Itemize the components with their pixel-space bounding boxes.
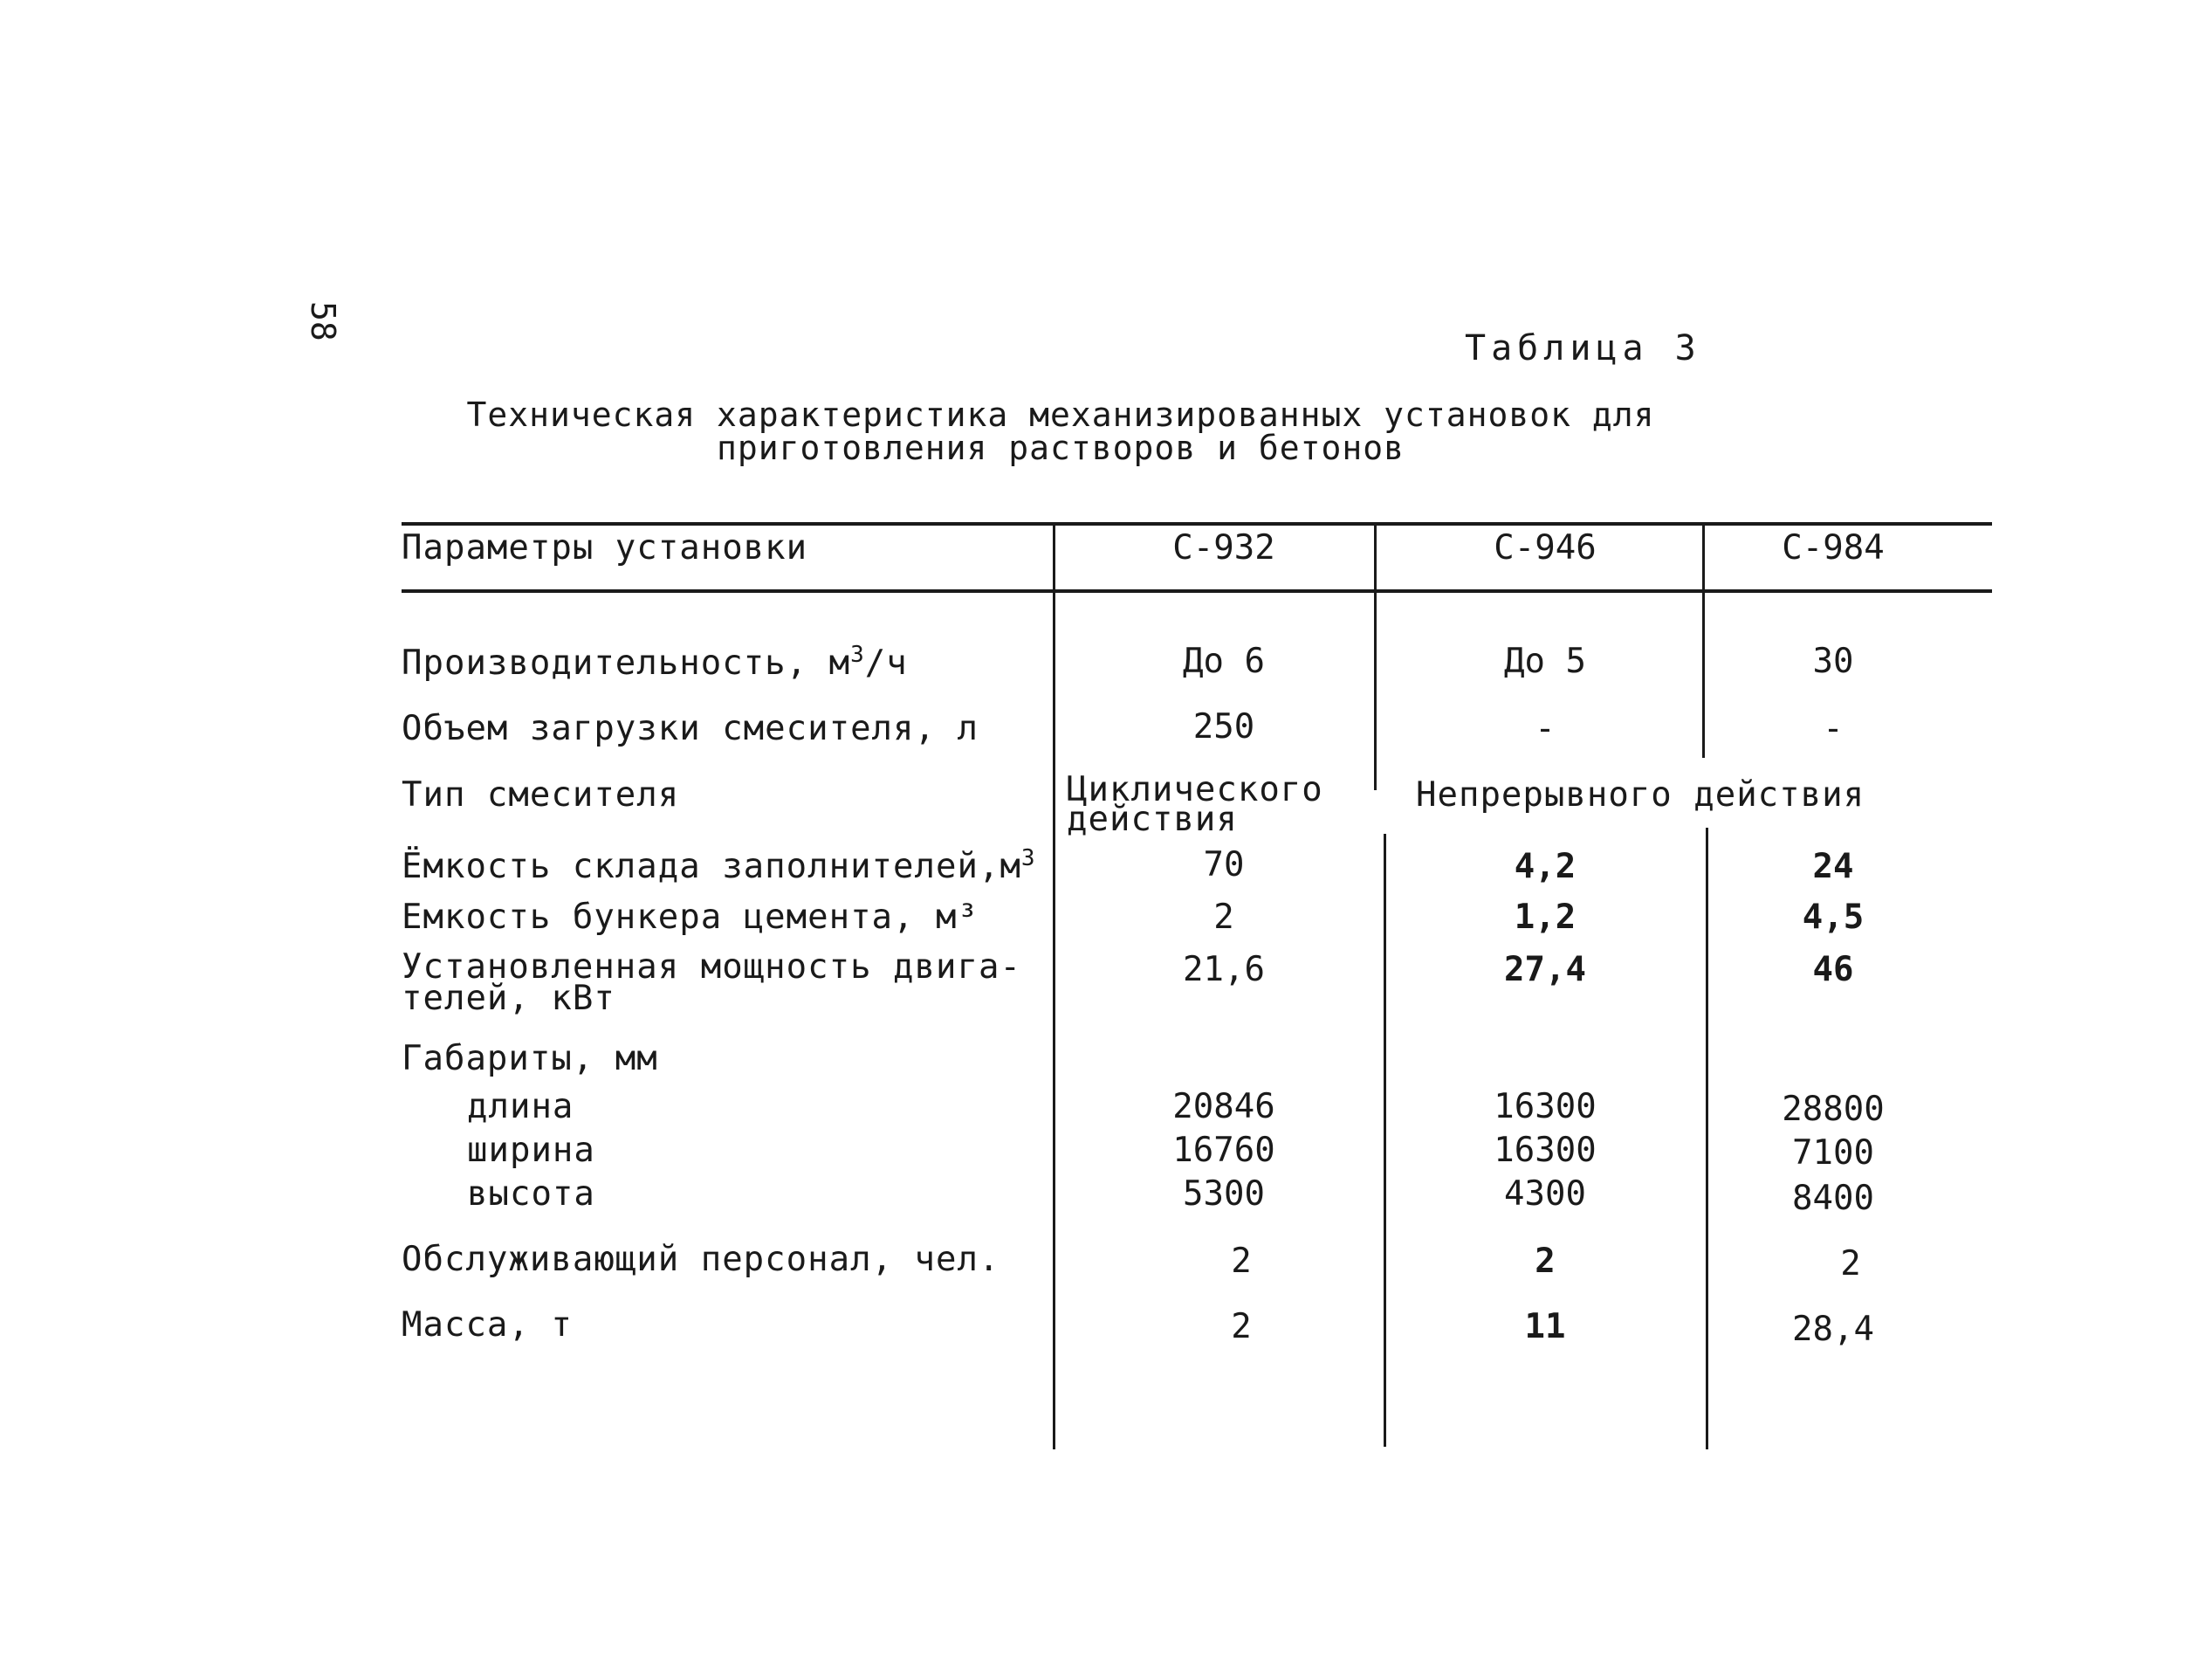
mixer-type-c1: Циклического действия — [1067, 770, 1323, 839]
table-number: Таблица 3 — [1465, 328, 1701, 368]
volume-c2: - — [1535, 709, 1556, 748]
page-number: 58 — [304, 301, 342, 341]
header-col2: С-946 — [1494, 528, 1597, 568]
table-caption-line2: приготовления растворов и бетонов — [717, 429, 1405, 467]
bunker-c2: 1,2 — [1514, 898, 1577, 937]
mass-c2: 11 — [1524, 1307, 1566, 1346]
row-label-staff: Обслуживающий персонал, чел. — [402, 1240, 1000, 1279]
mass-c1: 2 — [1231, 1307, 1252, 1346]
staff-c2: 2 — [1535, 1242, 1556, 1281]
bunker-c3: 4,5 — [1802, 898, 1865, 937]
power-c2: 27,4 — [1504, 950, 1586, 989]
staff-c1: 2 — [1231, 1242, 1252, 1281]
row-label-storage: Ёмкость склада $заполнителей,м^3$ — [402, 845, 1036, 886]
volume-c1: 250 — [1192, 707, 1255, 747]
width-c3: 7100 — [1792, 1133, 1874, 1173]
storage-c2: 4,2 — [1514, 847, 1577, 886]
storage-c1: 70 — [1203, 845, 1245, 884]
mixer-type-c23: Непрерывного действия — [1416, 775, 1865, 815]
productivity-c1: До 6 — [1183, 642, 1265, 681]
row-label-height: высота — [467, 1174, 595, 1214]
height-c2: 4300 — [1504, 1174, 1586, 1214]
bunker-c1: 2 — [1213, 898, 1234, 937]
length-c2: 16300 — [1494, 1087, 1597, 1126]
header-col3: С-984 — [1782, 528, 1885, 568]
row-label-mixer-type: Тип смесителя — [402, 775, 680, 815]
mass-c3: 28,4 — [1792, 1310, 1874, 1349]
header-param: Параметры установки — [402, 528, 808, 568]
width-c2: 16300 — [1494, 1131, 1597, 1170]
row-label-mass: Масса, т — [402, 1305, 573, 1345]
row-label-power: Установленная мощность двига- телей, кВт — [402, 947, 1021, 1018]
storage-c3: 24 — [1812, 847, 1854, 886]
row-label-dims: Габариты, мм — [402, 1039, 658, 1078]
header-col1: С-932 — [1172, 528, 1275, 568]
power-c3: 46 — [1812, 950, 1854, 989]
table-caption-line1: Техническая характеристика механизированных установок для — [466, 396, 1655, 434]
row-label-volume: Объем загрузки смесителя, л — [402, 709, 979, 748]
height-c1: 5300 — [1183, 1174, 1265, 1214]
width-c1: 16760 — [1172, 1131, 1275, 1170]
volume-c3: - — [1823, 709, 1844, 748]
table-header-rule — [402, 589, 1992, 593]
length-c1: 20846 — [1172, 1087, 1275, 1126]
row-label-width: ширина — [467, 1131, 595, 1170]
column-divider-1 — [1053, 524, 1055, 1449]
staff-c3: 2 — [1840, 1244, 1861, 1283]
power-c1: 21,6 — [1183, 950, 1265, 989]
row-label-length: длина — [467, 1087, 574, 1126]
productivity-c2: До 5 — [1504, 642, 1586, 681]
row-label-productivity: Производительность, $м^3/ч$ — [402, 642, 908, 683]
length-c3: 28800 — [1782, 1090, 1885, 1129]
productivity-c3: 30 — [1812, 642, 1854, 681]
table-top-rule — [402, 522, 1992, 526]
row-label-bunker: Емкость бункера цемента, м³ — [402, 898, 979, 937]
height-c3: 8400 — [1792, 1179, 1874, 1218]
